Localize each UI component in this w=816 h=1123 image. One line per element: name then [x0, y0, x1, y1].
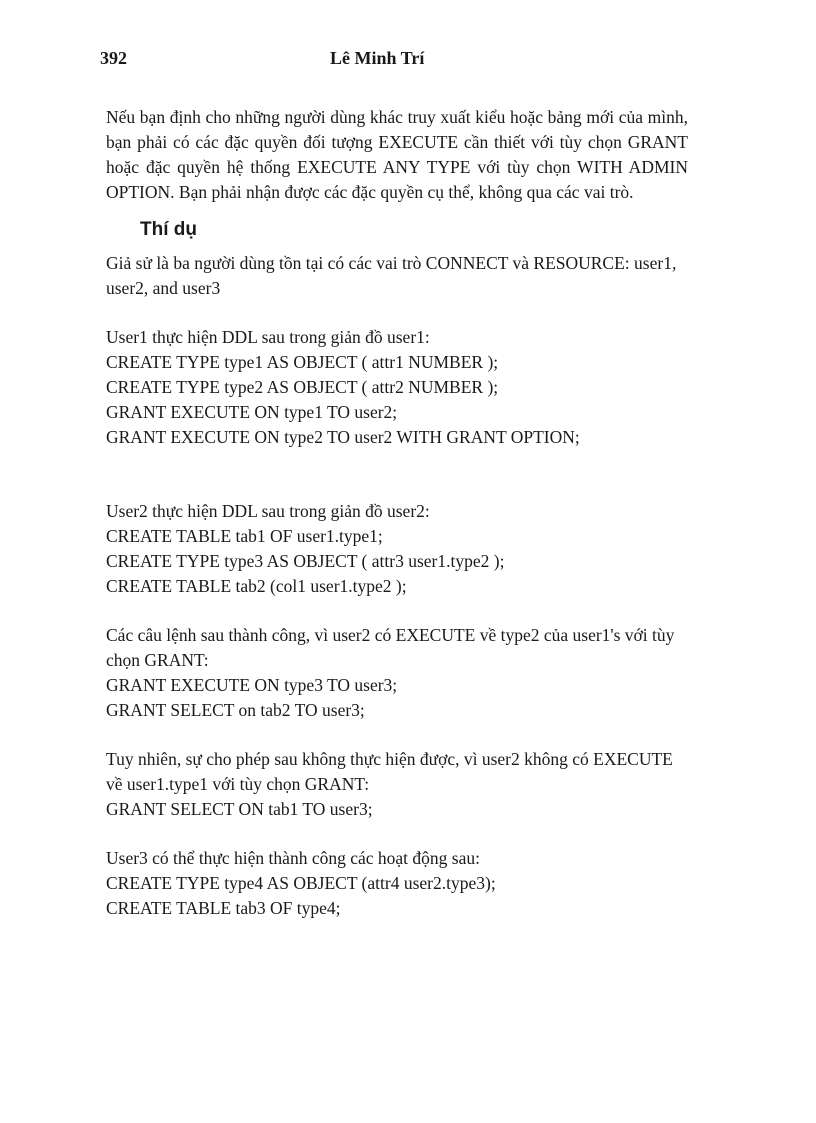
- code-line: CREATE TABLE tab1 OF user1.type1;: [106, 526, 383, 546]
- user2-block: [106, 499, 688, 599]
- page-number: 392: [100, 48, 127, 68]
- code-line: CREATE TYPE type2 AS OBJECT ( attr2 NUMBER );: [106, 377, 499, 397]
- user2-lead: User2 thực hiện DDL sau trong giản đồ user2:: [106, 501, 430, 521]
- page-body: [106, 105, 688, 921]
- example-heading: Thí dụ: [140, 219, 197, 240]
- fail-block: [106, 747, 688, 822]
- user1-block: [106, 325, 688, 450]
- fail-lead: Tuy nhiên, sự cho phép sau không thực hiện được, vì user2 không có EXECUTE về user1.type1 với tùy chọn GRANT:: [106, 749, 673, 794]
- example-intro-paragraph: Giả sử là ba người dùng tồn tại có các vai trò CONNECT và RESOURCE: user1, user2, and user3: [106, 253, 677, 298]
- success-block: [106, 623, 688, 723]
- code-line: GRANT SELECT on tab2 TO user3;: [106, 700, 365, 720]
- code-line: GRANT EXECUTE ON type1 TO user2;: [106, 402, 398, 422]
- code-line: CREATE TYPE type3 AS OBJECT ( attr3 user1.type2 );: [106, 551, 505, 571]
- code-line: GRANT EXECUTE ON type2 TO user2 WITH GRANT OPTION;: [106, 427, 580, 447]
- intro-paragraph: Nếu bạn định cho những người dùng khác truy xuất kiểu hoặc bảng mới của mình, bạn phải có các đặc quyền đối tượng EXECUTE cần thiết với tùy chọn GRANT hoặc đặc quyền hệ thống EXECUTE ANY TYPE với tùy chọn WITH ADMIN OPTION. Bạn phải nhận được các đặc quyền cụ thể, không qua các vai trò.: [106, 107, 688, 202]
- code-line: CREATE TABLE tab3 OF type4;: [106, 898, 341, 918]
- code-line: CREATE TYPE type1 AS OBJECT ( attr1 NUMBER );: [106, 352, 499, 372]
- success-lead: Các câu lệnh sau thành công, vì user2 có EXECUTE về type2 của user1's với tùy chọn GRANT:: [106, 625, 675, 670]
- code-line: GRANT EXECUTE ON type3 TO user3;: [106, 675, 398, 695]
- code-line: GRANT SELECT ON tab1 TO user3;: [106, 799, 373, 819]
- user1-lead: User1 thực hiện DDL sau trong giản đồ user1:: [106, 327, 430, 347]
- user3-lead: User3 có thể thực hiện thành công các hoạt động sau:: [106, 848, 480, 868]
- user3-block: [106, 846, 688, 921]
- code-line: CREATE TYPE type4 AS OBJECT (attr4 user2.type3);: [106, 873, 496, 893]
- running-title: Lê Minh Trí: [330, 48, 425, 68]
- code-line: CREATE TABLE tab2 (col1 user1.type2 );: [106, 576, 407, 596]
